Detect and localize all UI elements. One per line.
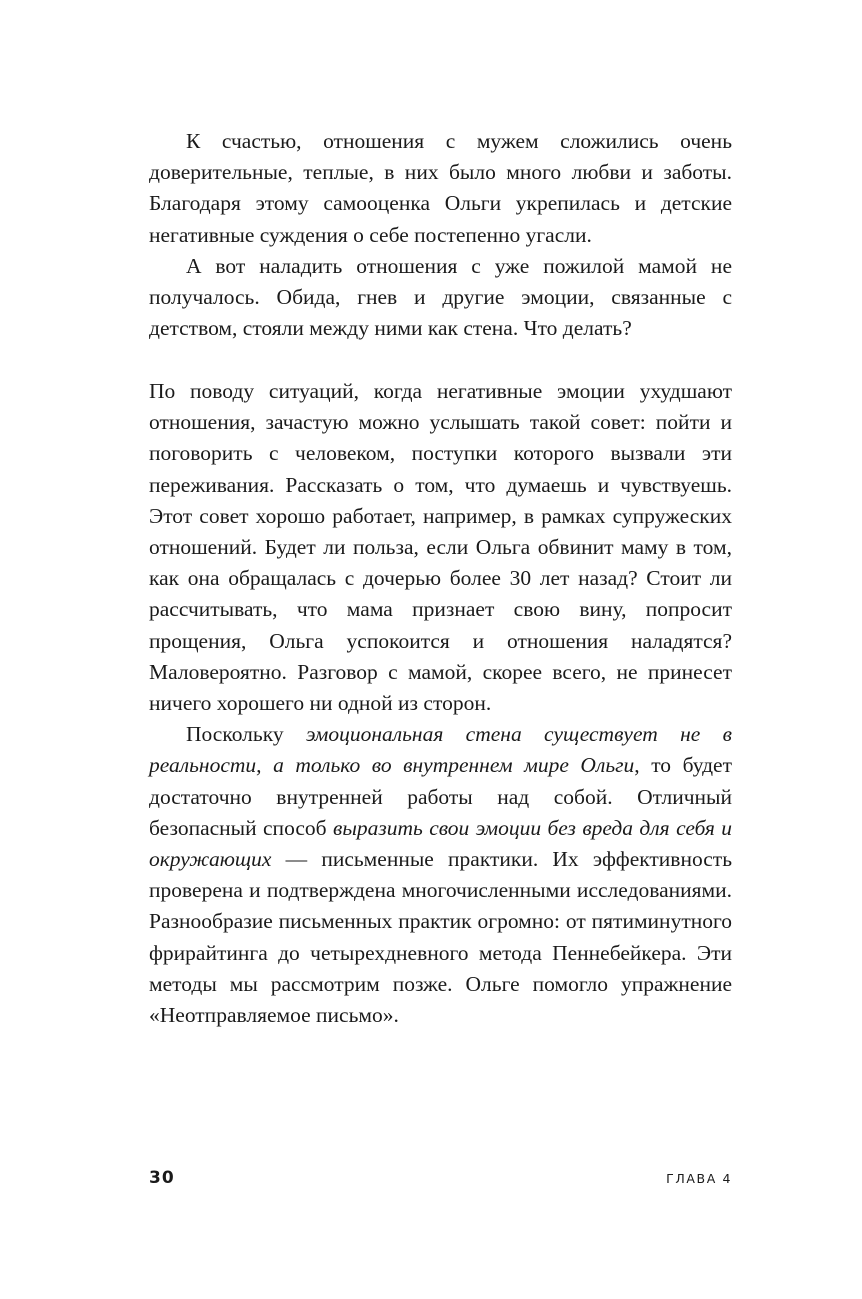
page-number: 30 — [149, 1168, 175, 1188]
paragraph-3: По поводу ситуаций, когда негативные эмоции ухудшают отношения, зачастую можно услышать такой совет: пойти и поговорить с человеком, поступки которого вызвали эти переживания. Рассказать о том, что думаешь и чувствуешь. Этот совет хорошо работает, например, в рамках супружеских отношений. Будет ли польза, если Ольга обвинит маму в том, как она обращалась с дочерью более 30 лет назад? Стоит ли рассчитывать, что мама признает свою вину, попросит прощения, Ольга успокоится и отношения наладятся? Маловероятно. Разговор с мамой, скорее всего, не принесет ничего хорошего ни одной из сторон. — [149, 379, 732, 716]
paragraph-4-text-1: Поскольку — [186, 722, 306, 747]
page-footer — [149, 1168, 732, 1192]
paragraph-4-emphasis-1: эмоциональная стена существует не в реальности, а только во внутреннем мире Ольги — [149, 722, 732, 778]
paragraph-2: А вот наладить отношения с уже пожилой мамой не получалось. Обида, гнев и другие эмоции, связанные с детством, стояли между ними как стена. Что делать? — [149, 253, 732, 341]
text-section-1 — [149, 126, 732, 344]
paragraph-4-text-3: — письменные практики. Их эффективность проверена и подтверждена многочисленными исследованиями. Разнообразие письменных практик огромно: от пятиминутного фрирайтинга до четырехдневного метода Пеннебейкера. Эти методы мы рассмотрим позже. Ольге помогло упражнение «Неотправляемое письмо». — [149, 847, 732, 1028]
paragraph-1: К счастью, отношения с мужем сложились очень доверительные, теплые, в них было много любви и заботы. Благодаря этому самооценка Ольги укрепилась и детские негативные суждения о себе постепенно угасли. — [149, 129, 732, 247]
paragraph-4 — [149, 719, 732, 1031]
chapter-label: ГЛАВА 4 — [666, 1171, 732, 1186]
text-section-2 — [149, 376, 732, 1031]
paragraph-4-text-2: , то будет достаточно внутренней работы над собой. Отличный безопасный способ — [149, 753, 732, 840]
paragraph-4-emphasis-2: выразить свои эмоции без вреда для себя и окружающих — [149, 815, 732, 872]
